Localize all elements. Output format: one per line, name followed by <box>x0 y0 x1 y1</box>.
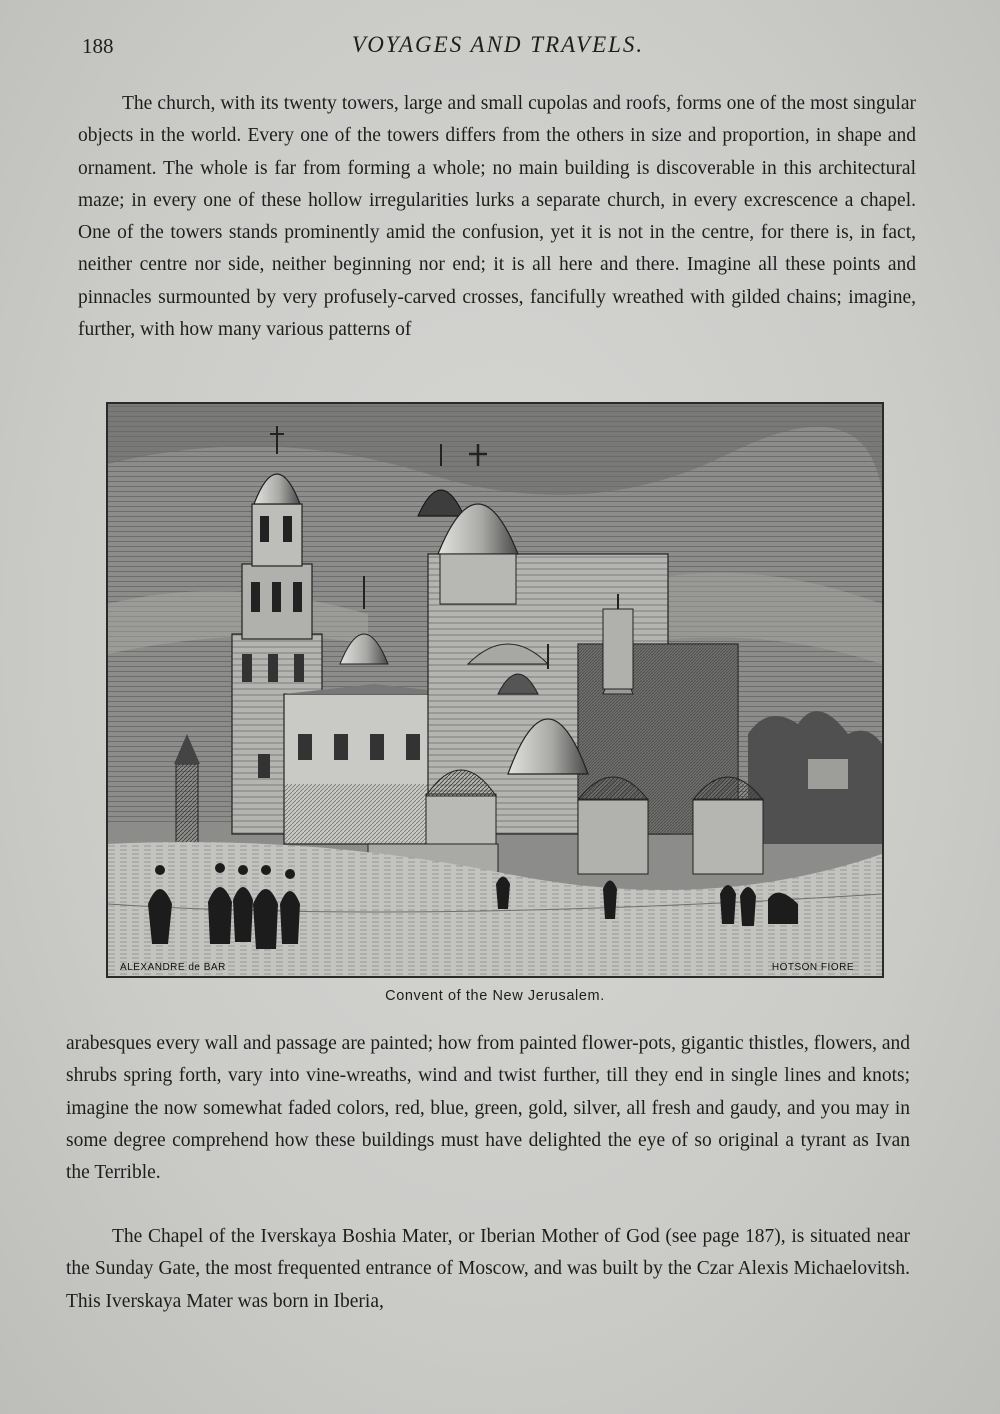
artist-signature: ALEXANDRE de BAR <box>120 962 226 973</box>
page-header <box>78 30 918 66</box>
engraver-signature: HOTSON FIORE <box>771 962 854 973</box>
paragraph-bottom-1: arabesques every wall and passage are painted; how from painted flower-pots, gigantic thistles, flowers, and shrubs spring forth, vary into vine-wreaths, wind and twist further, till they end in single lines and knots; imagine the now somewhat faded colors, red, blue, green, gold, silver, all fresh and gaudy, and you may in some degree comprehend how these buildings must have delighted the eye of so original a tyrant as Ivan the Terrible. <box>66 1033 910 1184</box>
running-title: VOYAGES AND TRAVELS. <box>351 32 645 57</box>
page-number: 188 <box>82 34 114 58</box>
paragraph-top: The church, with its twenty towers, large and small cupolas and roofs, forms one of the most singular objects in the world. Every one of the towers differs from the others in size and proportion, in shape and ornament. The whole is far from forming a whole; no main building is discoverable in this architectural maze; in every one of these hollow irregularities lurks a separate church, in every excrescence a chapel. One of the towers stands prominently amid the confusion, yet it is not in the centre, for there is, in fact, neither centre nor side, neither beginning nor end; it is all here and there. Imagine all these points and pinnacles surmounted by very profusely-carved crosses, fancifully wreathed with gilded chains; imagine, further, with how many various patterns of <box>78 93 916 341</box>
figure-caption: Convent of the New Jerusalem. <box>385 988 605 1004</box>
paragraph-bottom-2: The Chapel of the Iverskaya Boshia Mater, or Iberian Mother of God (see page 187), is situated near the Sunday Gate, the most frequented entrance of Moscow, and was built by the Czar Alexis Michaelovitsh. This Iverskaya Mater was born in Iberia, <box>66 1226 910 1312</box>
engraving-illustration <box>106 402 884 978</box>
convent-engraving <box>108 404 882 976</box>
